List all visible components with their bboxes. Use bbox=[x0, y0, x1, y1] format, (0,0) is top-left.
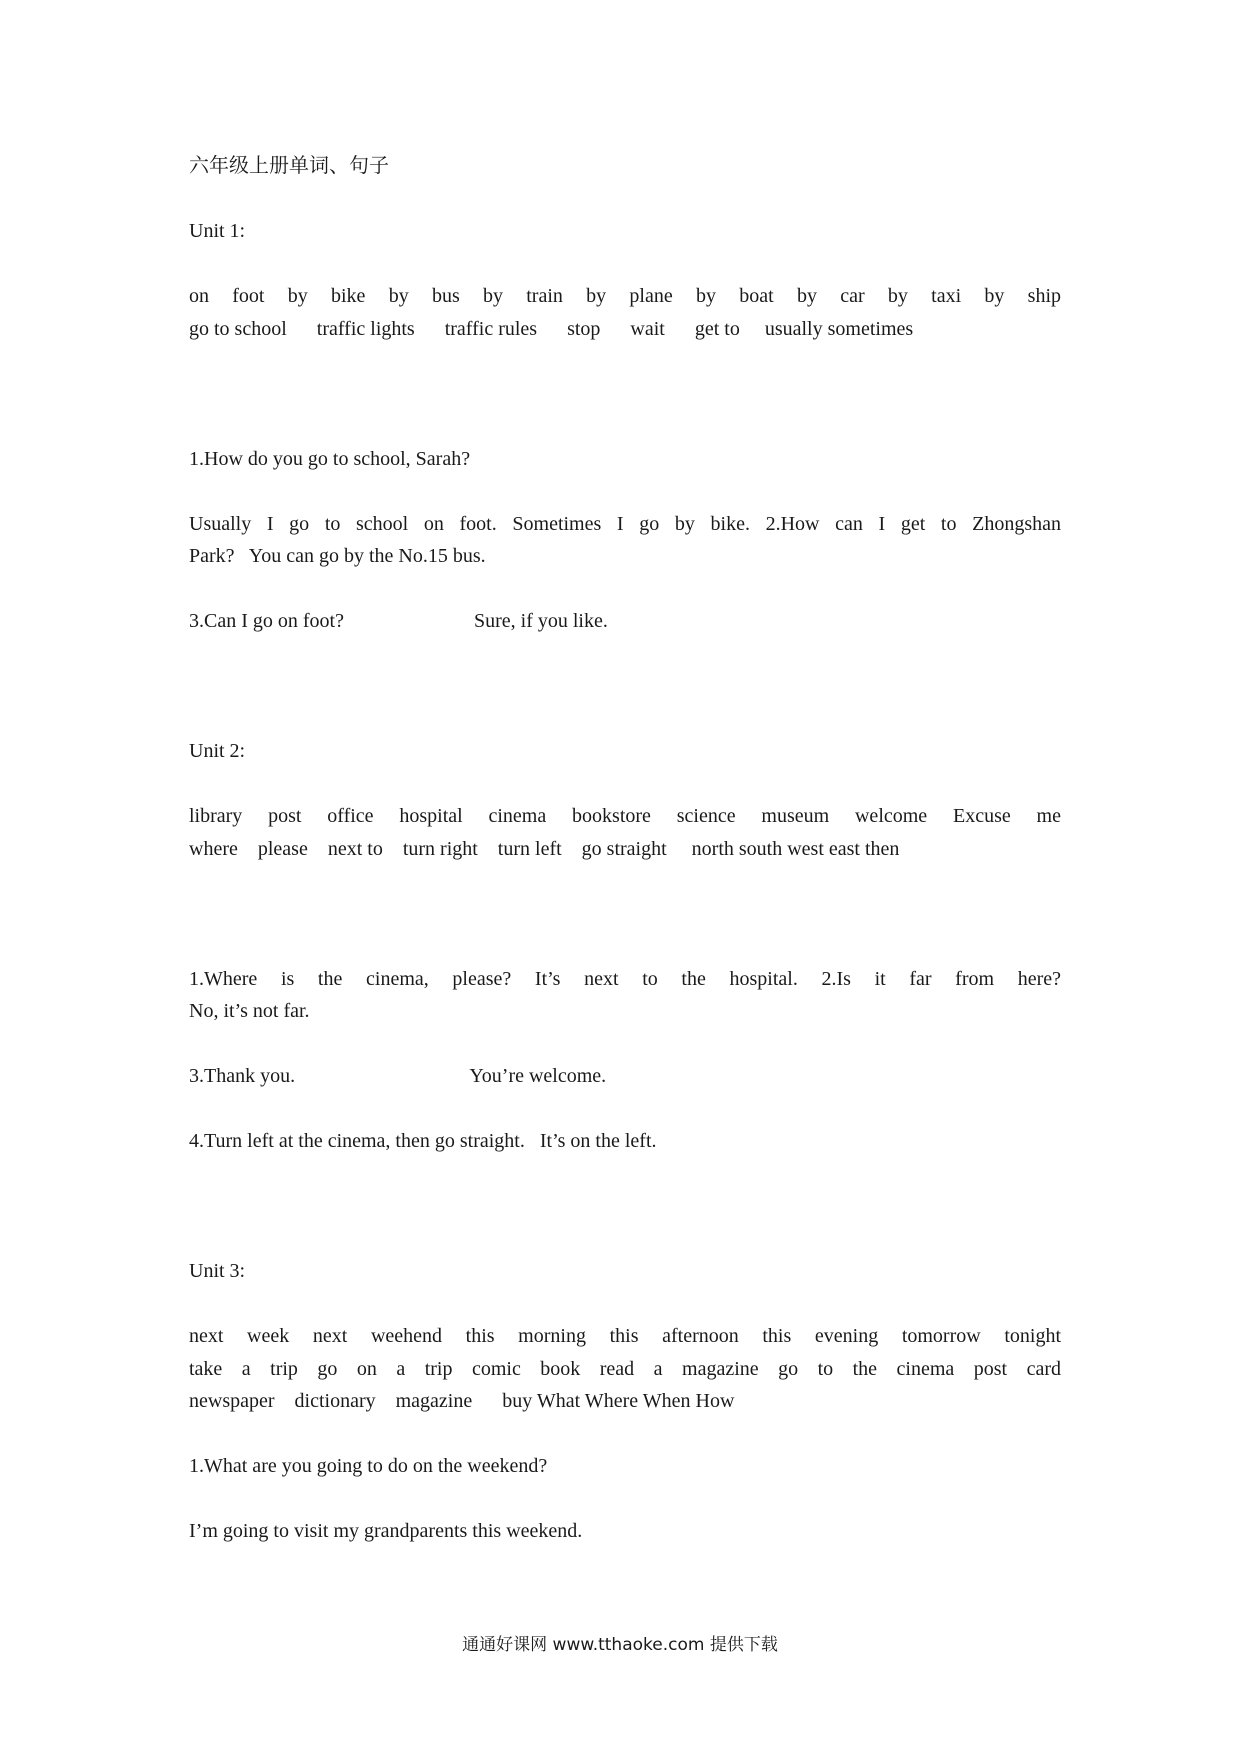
document-title: 六年级上册单词、句子 bbox=[189, 155, 389, 177]
unit1-heading: Unit 1: bbox=[189, 220, 246, 242]
unit3-words-line2: take a trip go on a trip comic book read a magazine go to the cinema post card bbox=[189, 1358, 1061, 1380]
unit1-question-3: 3.Can I go on foot? Sure, if you like. bbox=[189, 610, 608, 632]
unit2-words-line1: library post office hospital cinema bookstore science museum welcome Excuse me bbox=[189, 805, 1061, 827]
unit2-words-line2: where please next to turn right turn left go straight north south west east then bbox=[189, 838, 900, 860]
unit1-words-line2: go to school traffic lights traffic rules stop wait get to usually sometimes bbox=[189, 318, 914, 340]
unit3-heading: Unit 3: bbox=[189, 1260, 246, 1282]
unit3-words-line1: next week next weehend this morning this afternoon this evening tomorrow tonight bbox=[189, 1325, 1061, 1347]
unit1-question-1: 1.How do you go to school, Sarah? bbox=[189, 448, 471, 470]
unit2-question-1-line2: No, it’s not far. bbox=[189, 1000, 310, 1022]
unit3-answer-1: I’m going to visit my grandparents this weekend. bbox=[189, 1520, 583, 1542]
unit3-words-line3: newspaper dictionary magazine buy What Where When How bbox=[189, 1390, 735, 1412]
unit1-answer-1-line2: Park? You can go by the No.15 bus. bbox=[189, 545, 486, 567]
unit2-question-1-line1: 1.Where is the cinema, please? It’s next to the hospital. 2.Is it far from here? bbox=[189, 968, 1061, 990]
unit3-question-1: 1.What are you going to do on the weekend? bbox=[189, 1455, 548, 1477]
unit1-answer-1-line1: Usually I go to school on foot. Sometimes I go by bike. 2.How can I get to Zhongshan bbox=[189, 513, 1061, 535]
unit2-question-3: 3.Thank you. You’re welcome. bbox=[189, 1065, 607, 1087]
unit1-words-line1: on foot by bike by bus by train by plane by boat by car by taxi by ship bbox=[189, 285, 1061, 307]
unit2-question-4: 4.Turn left at the cinema, then go straight. It’s on the left. bbox=[189, 1130, 657, 1152]
unit2-heading: Unit 2: bbox=[189, 740, 246, 762]
page-footer: 通通好课网 www.tthaoke.com 提供下载 bbox=[462, 1635, 778, 1655]
